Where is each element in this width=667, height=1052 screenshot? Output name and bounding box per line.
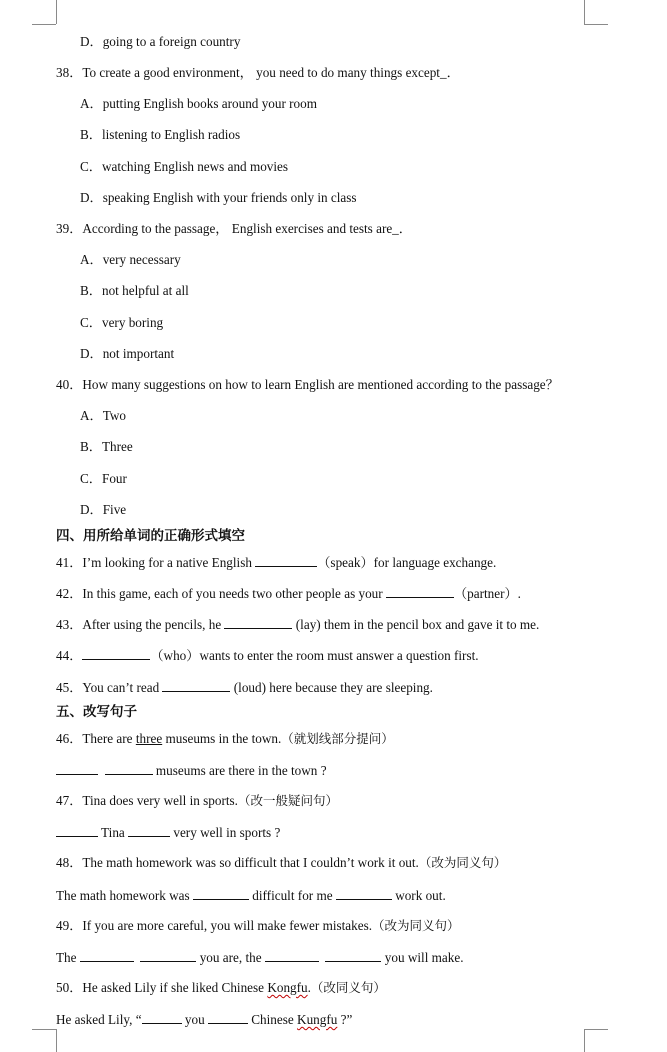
q44-text-post: （who）wants to enter the room must answer a question first. — [150, 648, 479, 663]
crop-mark-top-left — [32, 24, 56, 25]
q40-stem: 40．How many suggestions on how to learn English are mentioned according to the passage？ — [56, 377, 559, 392]
q47-answer-post: very well in sports ? — [170, 825, 281, 840]
crop-mark-top-right-v — [584, 0, 585, 24]
q43 — [56, 616, 539, 633]
q41-blank[interactable] — [255, 554, 317, 567]
q49-blank-2[interactable] — [140, 949, 196, 962]
q46-instruction: （就划线部分提问） — [281, 731, 394, 746]
q50-text-pre: 50．He asked Lily if she liked Chinese — [56, 980, 268, 995]
q49-answer-mid: you are, the — [196, 950, 265, 965]
q50-blank-2[interactable] — [208, 1011, 248, 1024]
crop-mark-bottom-right-v — [584, 1029, 585, 1052]
crop-mark-bottom-left — [32, 1029, 56, 1030]
q39-option-c: C．very boring — [80, 315, 164, 330]
q38-option-a: A．putting English books around your room — [80, 96, 317, 111]
q42-blank[interactable] — [386, 585, 454, 598]
q49-answer-pre: The — [56, 950, 80, 965]
q49-blank-4[interactable] — [325, 949, 381, 962]
q40-option-b: B．Three — [80, 439, 133, 454]
q42-text-post: （partner）. — [453, 586, 521, 601]
q46-blank-2[interactable] — [105, 762, 153, 775]
q50-instruction: （改同义句） — [310, 980, 386, 995]
q49-text: 49．If you are more careful, you will make fewer mistakes. — [56, 918, 373, 933]
q48-answer-line — [56, 887, 446, 904]
q47-text: 47．Tina does very well in sports. — [56, 793, 238, 808]
q46-stem — [56, 731, 394, 747]
q48-stem — [56, 855, 506, 871]
q47-blank-1[interactable] — [56, 824, 98, 837]
q48-answer-mid: difficult for me — [248, 888, 336, 903]
q37-option-d: D．going to a foreign country — [80, 34, 241, 49]
q49-blank-3[interactable] — [265, 949, 319, 962]
q41-text-post: （speak）for language exchange. — [317, 555, 497, 570]
q39-option-a: A．very necessary — [80, 252, 181, 267]
q45-blank[interactable] — [162, 679, 230, 692]
q44-text-pre: 44． — [56, 648, 83, 663]
q48-instruction: （改为同义句） — [418, 855, 507, 870]
q43-text-pre: 43．After using the pencils, he — [56, 617, 225, 632]
q50-text-post: . — [307, 980, 311, 995]
q40-option-d: D．Five — [80, 502, 127, 517]
crop-mark-top-left-v — [56, 0, 57, 24]
crop-mark-bottom-left-v — [56, 1029, 57, 1052]
q38-option-d: D．speaking English with your friends only in class — [80, 190, 357, 205]
q46-underlined-word: three — [135, 731, 163, 746]
q46-text-post: museums in the town. — [162, 731, 282, 746]
section-4-heading: 四、用所给单词的正确形式填空 — [56, 528, 245, 544]
crop-mark-bottom-right — [584, 1029, 608, 1030]
q47-answer-mid: Tina — [98, 825, 129, 840]
section-5-heading: 五、改写句子 — [56, 704, 137, 720]
q39-stem: 39．According to the passage， English exercises and tests are_． — [56, 221, 412, 236]
q48-text: 48．The math homework was so difficult that I couldn’t work it out. — [56, 855, 419, 870]
q41-text-pre: 41．I’m looking for a native English — [56, 555, 256, 570]
q50-answer-mid2: Chinese — [247, 1012, 298, 1027]
q48-answer-pre: The math homework was — [56, 888, 193, 903]
q50-blank-1[interactable] — [142, 1011, 182, 1024]
q50-answer-mid: you — [181, 1012, 208, 1027]
q49-answer-line — [56, 949, 464, 966]
q49-blank-1[interactable] — [80, 949, 134, 962]
q46-answer-text: museums are there in the town ? — [152, 763, 327, 778]
q50-stem — [56, 980, 386, 996]
q47-blank-2[interactable] — [128, 824, 170, 837]
q47-answer-line — [56, 824, 280, 841]
q43-blank[interactable] — [224, 616, 292, 629]
q47-stem — [56, 793, 338, 809]
q48-answer-post: work out. — [391, 888, 446, 903]
q45-text-post: (loud) here because they are sleeping. — [230, 680, 433, 695]
q47-instruction: （改一般疑问句） — [237, 793, 338, 808]
q39-option-b: B．not helpful at all — [80, 283, 189, 298]
q50-answer-line — [56, 1011, 352, 1028]
q42 — [56, 585, 521, 602]
q50-answer-flagged-word: Kungfu — [297, 1012, 338, 1027]
q50-answer-pre: He asked Lily, “ — [56, 1012, 142, 1027]
q48-blank-2[interactable] — [336, 887, 392, 900]
q50-answer-post: ?” — [337, 1012, 353, 1027]
crop-mark-top-right — [584, 24, 608, 25]
q49-answer-post: you will make. — [381, 950, 464, 965]
q39-option-d: D．not important — [80, 346, 175, 361]
q46-blank-1[interactable] — [56, 762, 98, 775]
q48-blank-1[interactable] — [193, 887, 249, 900]
q41 — [56, 554, 496, 571]
q46-text-pre: 46．There are — [56, 731, 136, 746]
q45 — [56, 679, 433, 696]
q49-instruction: （改为同义句） — [372, 918, 460, 933]
q45-text-pre: 45．You can’t read — [56, 680, 163, 695]
q38-option-c: C．watching English news and movies — [80, 159, 289, 174]
q43-text-post: (lay) them in the pencil box and gave it to me. — [292, 617, 540, 632]
q40-option-c: C．Four — [80, 471, 127, 486]
q42-text-pre: 42．In this game, each of you needs two other people as your — [56, 586, 386, 601]
q38-option-b: B．listening to English radios — [80, 127, 241, 142]
q49-stem — [56, 918, 460, 934]
q50-flagged-word: Kongfu — [267, 980, 308, 995]
q40-option-a: A．Two — [80, 408, 126, 423]
q46-answer-line — [56, 762, 327, 779]
q44 — [56, 647, 479, 664]
q44-blank[interactable] — [82, 647, 150, 660]
q38-stem: 38．To create a good environment， you need to do many things except_． — [56, 65, 460, 80]
